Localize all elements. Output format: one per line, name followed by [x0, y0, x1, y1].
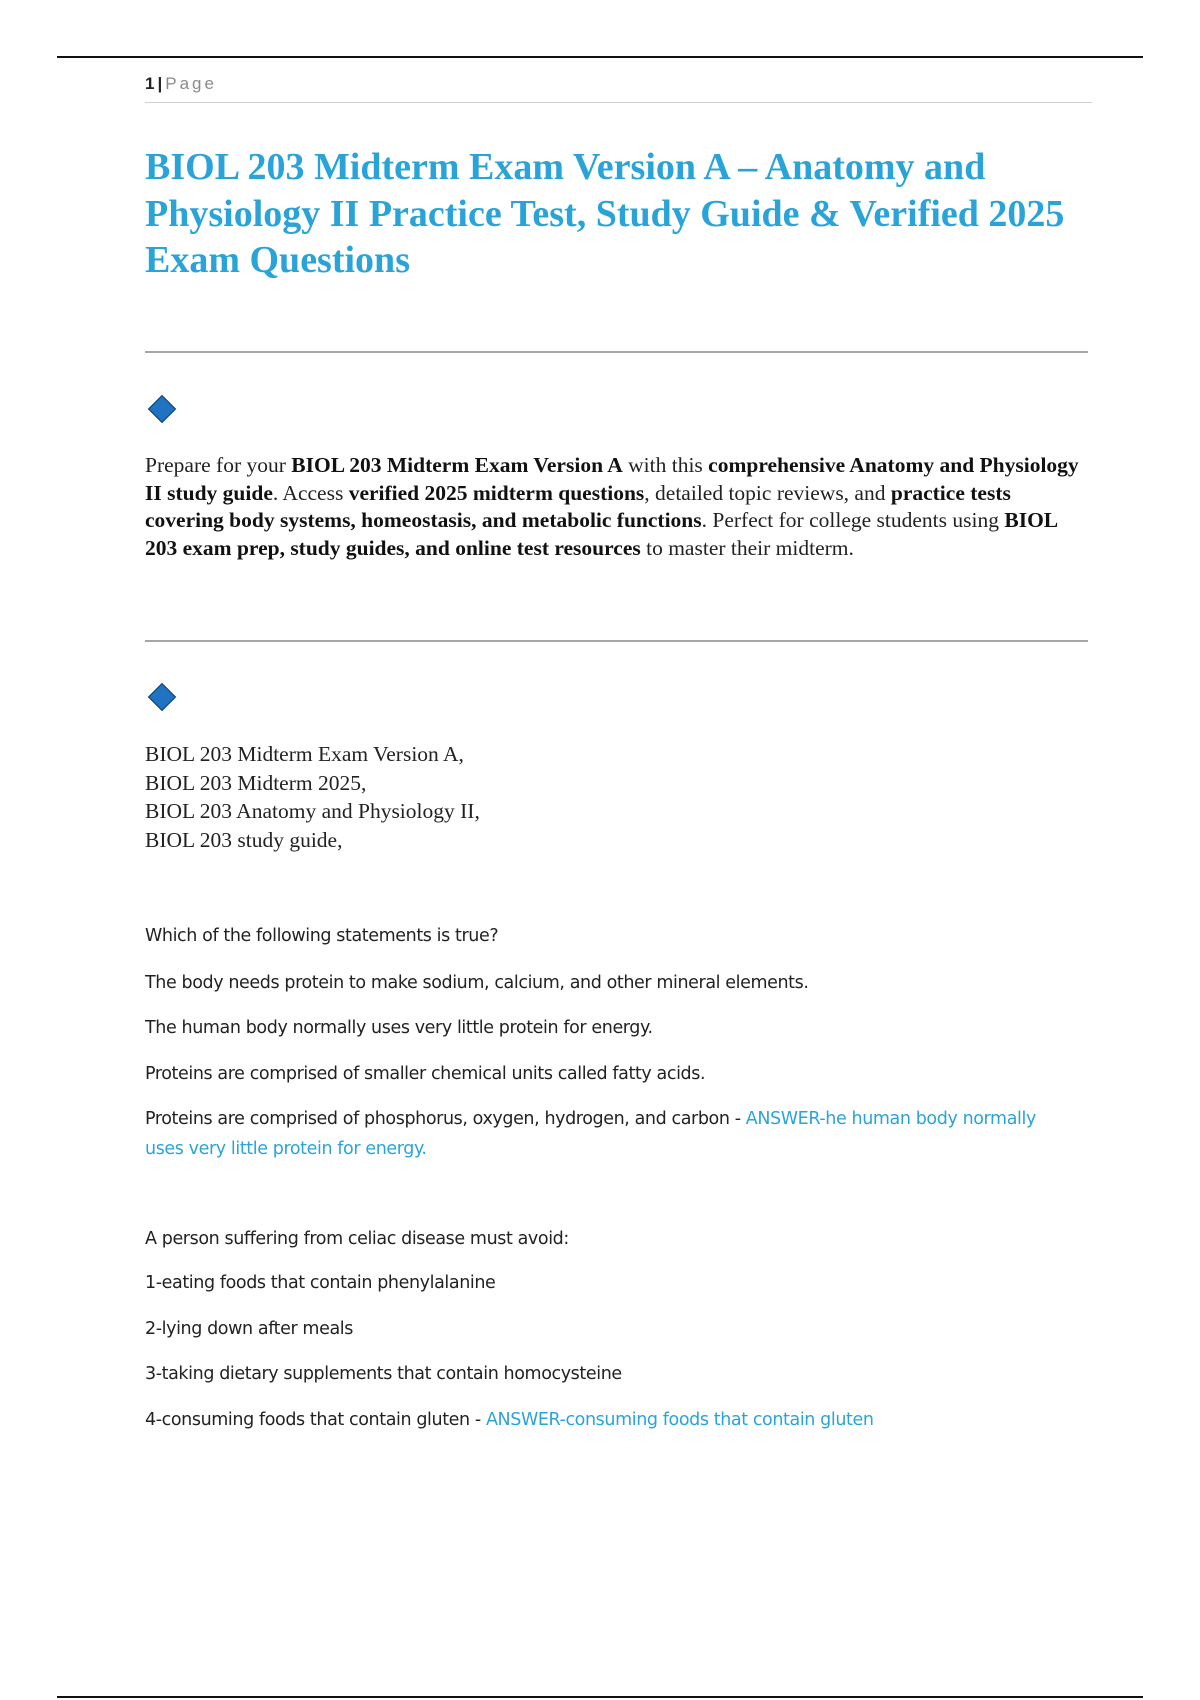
intro-text: to master their midterm.: [640, 535, 854, 560]
keyword-item: BIOL 203 Anatomy and Physiology II,: [145, 799, 480, 823]
page-separator: |: [157, 74, 163, 93]
question-option-with-answer: [145, 1410, 874, 1430]
diamond-bullet-icon: [148, 395, 176, 423]
keyword-item: BIOL 203 Midterm Exam Version A,: [145, 742, 464, 766]
keyword-item: BIOL 203 Midterm 2025,: [145, 770, 367, 795]
intro-text: . Perfect for college students using: [701, 508, 1005, 533]
answer-text: ANSWER-he human body normally uses very little protein for energy.: [145, 1109, 1036, 1159]
intro-bold: comprehensive Anatomy and Physiology II study guide: [145, 453, 1079, 505]
question-option: Proteins are comprised of smaller chemical units called fatty acids.: [145, 1064, 706, 1084]
question-option: Proteins are comprised of phosphorus, oxygen, hydrogen, and carbon -: [145, 1109, 746, 1129]
intro-text: Prepare for your: [145, 453, 292, 477]
diamond-bullet-icon: [148, 683, 176, 711]
question-option-with-answer: [145, 1104, 1045, 1164]
keyword-item: BIOL 203 study guide,: [145, 827, 343, 852]
intro-bold: verified 2025 midterm questions: [348, 480, 645, 505]
page-number: 1: [145, 74, 155, 93]
question-option: 3-taking dietary supplements that contain homocysteine: [145, 1364, 622, 1384]
section-divider: [145, 351, 1088, 353]
intro-bold: BIOL 203 exam prep, study guides, and online test resources: [145, 508, 1057, 560]
intro-text: . Access: [272, 480, 349, 505]
page-label: Page: [165, 74, 217, 93]
question-prompt: A person suffering from celiac disease must avoid:: [145, 1229, 569, 1249]
intro-bold: practice tests covering body systems, homeostasis, and metabolic functions: [145, 480, 1011, 533]
page-bottom-rule: [57, 1696, 1143, 1698]
answer-text: ANSWER-consuming foods that contain gluten: [485, 1410, 874, 1430]
question-option: 1-eating foods that contain phenylalanine: [145, 1273, 496, 1293]
intro-text: with this: [622, 453, 709, 477]
question-option: The human body normally uses very little protein for energy.: [145, 1018, 653, 1038]
question-option: The body needs protein to make sodium, calcium, and other mineral elements.: [145, 973, 809, 993]
document-title: BIOL 203 Midterm Exam Version A – Anatomy and Physiology II Practice Test, Study Guide & Verified 2025 Exam Questions: [145, 146, 1065, 281]
intro-bold: BIOL 203 Midterm Exam Version A: [291, 453, 623, 477]
question-option: 2-lying down after meals: [145, 1319, 353, 1339]
page-top-rule: [57, 56, 1143, 58]
intro-paragraph: [145, 452, 1090, 562]
question-prompt: Which of the following statements is true?: [145, 926, 499, 946]
section-divider: [145, 640, 1088, 642]
intro-text: , detailed topic reviews, and: [644, 480, 891, 505]
question-option: 4-consuming foods that contain gluten -: [145, 1410, 486, 1430]
keyword-list: [145, 740, 480, 854]
page-header: [145, 74, 1092, 103]
